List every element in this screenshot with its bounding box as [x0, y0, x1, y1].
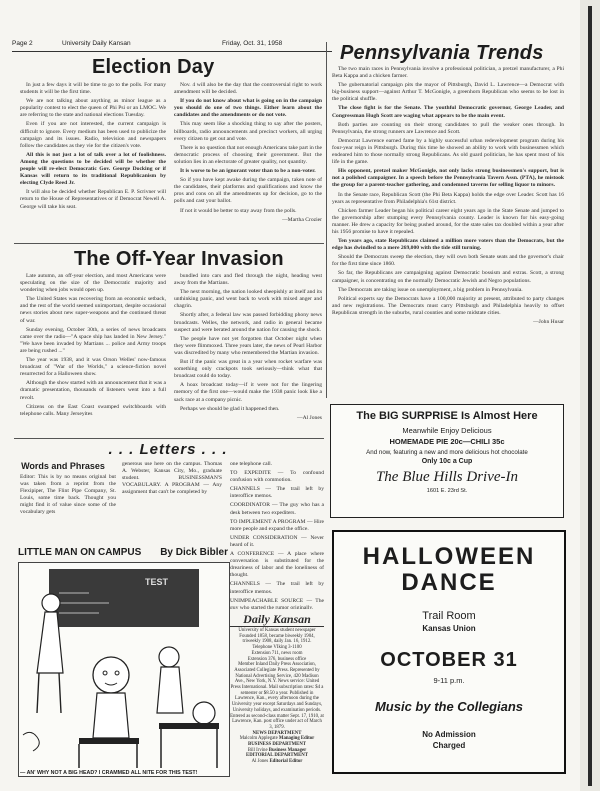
page-edge [580, 0, 600, 791]
dance-place: Kansas Union [422, 624, 476, 633]
letters-column-3 [230, 461, 324, 609]
paragraph: In just a few days it will be time to go to the polls. For many students it will be the first time. [20, 82, 166, 96]
student-body [93, 693, 129, 738]
paragraph: Although the show started with an announcement that it was a dramatic presentation, thousands of listeners went into a full revolt. [20, 380, 166, 401]
letter-text-1: Editor: This is by no means original but was taken from a reprint from the Flexipiper, The Flint Pipe Company, St. Louis, some time back. Thought you might find it of value since some of the vocabulary gets [20, 474, 116, 516]
paragraph: But if the panic was great in a year when rocket warfare was something only crackpots took seriously—think what that broadcast could do today. [174, 359, 322, 380]
paragraph: Should the Democrats sweep the election, they will own both Senate seats and the governor's chair for the first time since 1860. [332, 254, 564, 268]
vocabulary-entry: A CONFERENCE — A place where conversation is substituted for the dreariness of labor and the loneliness of thought. [230, 551, 324, 579]
professor-head [42, 594, 60, 612]
staff-row [230, 759, 324, 765]
words-phrases-title: Words and Phrases [21, 461, 105, 471]
invasion-column-2 [174, 273, 322, 433]
cartoon-illustration [19, 563, 229, 776]
paragraph: Ten years ago, state Republicans claimed a million more voters than the Democrats, but the edge has dwindled to a mere 269,000 with the tide still turning. [332, 238, 564, 252]
staff-role: Managing Editor [278, 736, 315, 742]
paragraph: Nov. 4 will also be the day that the controversial right to work amendment will be decided. [174, 82, 322, 96]
letters-heading: . . . Letters . . . [108, 441, 228, 458]
blue-hills-ad [330, 404, 564, 518]
paragraph: The Democrats are taking issue on unemployment, a big problem in Pennsylvania. [338, 286, 523, 293]
dance-charged: Charged [432, 741, 466, 750]
ad-menu-line: HOMEMADE PIE 20c—CHILI 35c [389, 437, 505, 446]
dance-title: HALLOWEEN DANCE [362, 543, 536, 596]
paragraph: The gubernatorial campaign pits the mayor of Pittsburgh, David L. Lawrence—a Democrat with big-business support—against Arthur T. McGonigle, a greenhorn Republican who seems to be lost in the political shuffle. [332, 82, 564, 103]
paragraph: It will also be decided whether Republican E. P. Scrivner will return to the House of Representatives or if Democrat Newell A. George will take his seat. [20, 189, 166, 210]
dance-music: Music by the Collegians [374, 699, 524, 714]
paragraph: The next morning, the nation looked sheepishly at itself and its unthinking panic, and went back to work with mixed anger and chagrin. [174, 289, 322, 310]
ad-subhead: Meanwhile Enjoy Delicious [402, 426, 492, 435]
cartoon-header [18, 547, 228, 561]
paragraph: Citizens on the East Coast swamped switchboards with telephone calls. Many Jerseyites [20, 403, 166, 417]
letters-column-1 [20, 474, 116, 544]
paragraph: His opponent, pretzel maker McGonigle, not only lacks strong businessmen's support, but is not a polished campaigner. In a speech before the Pennsylvania Tavern Assn. (PTA), he mistook the group for a parent-teacher gathering, and condemned taverns for selling liquor to minors. [332, 168, 564, 189]
paragraph: The close fight is for the Senate. The youthful Democratic governor, George Leader, and Congressman Hugh Scott are waging what appears to be the main event. [332, 105, 564, 119]
cartoon-drawing [18, 562, 230, 777]
masthead-line: Extension 376, business office [247, 656, 307, 662]
paragraph: All this is not just a lot of talk over a lot of foolishness. Among the questions to be decided will be whether the people will re-elect Democratic Gov. George Docking or if Kansas will return to its traditional Republicanism by electing Clyde Reed Jr. [20, 151, 166, 187]
halloween-dance-ad [332, 530, 566, 774]
binding-strip [588, 6, 592, 786]
column-divider [326, 42, 327, 398]
paragraph: Chicken farmer Leader began his political career eight years ago in the State Senate and jumped to the governorship after stumping every Pennsylvania county. Leader is known for his easy-going manner. He drew a capacity for being pushed around, for the state sales tax doubled within a year after his 1956 promise to have it repealed. [332, 207, 564, 235]
paragraph: Democrat Lawrence earned fame by a highly successful urban redevelopment program during his four-year reign in Pittsburgh. During this time he showed an ability to work with businessmen which endeared him to those normally strong Republicans. As old guard politician, he has spent most of his life in the game. [332, 137, 564, 166]
ad-business-name: The Blue Hills Drive-In [375, 469, 519, 485]
masthead-line: Extension 711, news room [251, 650, 303, 656]
chalkboard-text: TEST [145, 577, 169, 587]
paragraph: So if you have kept awake during the campaign, taken note of the candidates, their platforms and qualifications and know the pros and cons on all the amendments up for decision, go to the polls and cast your ballot. [174, 177, 322, 205]
chalkboard [49, 569, 199, 627]
staff-role: Business Manager [268, 747, 307, 753]
vocabulary-entry: CHANNELS — The trail left by interoffice memos. [230, 486, 324, 500]
vocabulary-entry: COORDINATOR — The guy who has a desk between two expediters. [230, 502, 324, 516]
paragraph: We are not talking about anything as minor league as a popularity contest to elect the queen of Phi Psi or an LMOC. We are referring to the state and national elections Tuesday. [20, 98, 166, 119]
paragraph: A hoax broadcast today—if it were not for the lingering memory of the first one—would make the 1938 panic look like a sack race at a company picnic. [174, 382, 322, 403]
paragraph: It is worse to be an ignorant voter than to be a non-voter. [180, 168, 316, 175]
author-signature: —Al Jones [296, 414, 322, 421]
author-signature: —John Husar [533, 319, 564, 325]
masthead-line: Member Inland Daily Press Association, Associated Collegiate Press. Represented by National Advertising Service, 420 Madison Ave., New York, N.Y. News service: United Press International. Mail subscription rates: $4 a semester or $8.50 a year. Published in Lawrence, Kan., every afternoon during the University year except Saturdays and Sundays, University holidays, and examination periods. Entered as second-class matter Sept. 17, 1910, at Lawrence, Kan. post office under act of March 3, 1879. [230, 662, 324, 730]
ad-headline: The BIG SURPRISE Is Almost Here [356, 410, 538, 422]
ad-feature-line: And now, featuring a new and more delicious hot chocolate [366, 449, 528, 456]
pennsylvania-column [332, 66, 564, 400]
paragraph: Sunday evening, October 30th, a series of news broadcasts came over the radio—"A space ship has landed in New Jersey." "We have been invaded by Martians ... police and Army troops are being rushed ..." [20, 326, 166, 354]
student-2-body [157, 667, 183, 713]
dance-time: 9-11 p.m. [433, 676, 465, 685]
author-signature: —Martha Crozier [282, 216, 322, 223]
cartoon-caption: — AN' WHY NOT A BIG HEAD? I CRAMMED ALL NITE FOR THIS TEST! [20, 770, 198, 776]
paragraph: bundled into cars and fled through the night, heading west away from the Martians. [174, 273, 322, 287]
invasion-column-1 [20, 273, 166, 433]
letters-rule [14, 438, 324, 439]
paragraph: Late autumn, an off-year election, and most Americans were speculating on the size of the Democratic majority and wondering when jobs would open up. [20, 273, 166, 294]
paragraph: The year was 1938, and it was Orson Welles' now-famous broadcast of "War of the Worlds," a science-fiction novel resurrected for a Halloween show. [20, 357, 166, 378]
paragraph: If you do not know about what is going on in the campaign you should do one of two things. Either learn about the candidates and the amendments or do not vote. [174, 98, 322, 119]
election-column-2 [174, 82, 322, 242]
staff-name: Al Jones [251, 759, 269, 765]
election-column-1 [20, 82, 166, 242]
masthead-line: Telephone VIking 3-1100 [252, 645, 302, 651]
paragraph: Perhaps we should be glad it happened then. [180, 405, 280, 412]
masthead-line: Founded 1858, became biweekly 1904, triweekly 1908, daily Jan. 16, 1912. [239, 633, 315, 645]
professor-legs [37, 673, 61, 713]
vocabulary-entry: UNDER CONSIDERATION — Never heard of it. [230, 534, 324, 548]
dance-venue: Trail Room [422, 610, 476, 622]
staff-name: Bill Irvine [247, 747, 268, 753]
paragraph: Both parties are counting on their strong candidates to pull the weaker ones through. In Pennsylvania, the strong runners are Lawrence and Scott. [332, 121, 564, 135]
cartoon-byline: By Dick Bibler [160, 547, 228, 558]
ad-address: 1601 E. 23rd St. [426, 488, 468, 494]
invasion-title: The Off-Year Invasion [74, 248, 284, 270]
student-3-head [193, 702, 215, 724]
paragraph: This may seem like a shocking thing to say after the posters, billboards, radio announcements and precinct workers, all urging every citizen to get out and vote. [174, 121, 322, 142]
student-2-head [159, 647, 179, 667]
pennsylvania-title: Pennsylvania Trends [340, 42, 544, 64]
letters-column-2 [122, 461, 222, 545]
vocabulary-entry: TO EXPEDITE — To confound confusion with commotion. [230, 470, 324, 484]
paragraph: Shortly after, a federal law was passed forbidding phony news broadcasts. Welles, the network, and radio in general became suspect and were berated around the nation for causing the shock. [174, 312, 322, 333]
paragraph: The people have not yet forgotten that October night when they were flimmoxed. Three years later, the news of Pearl Harbor was discredited by many who remembered the Martian invasion. [174, 335, 322, 356]
paragraph: The two main races in Pennsylvania involve a professional politician, a pretzel manufacturer, a Phi Beta Kappa and a chicken farmer. [332, 66, 564, 80]
staff-role: Editorial Editor [269, 759, 303, 765]
paragraph: In the Senate race, Republican Scott (the Phi Beta Kappa) holds the edge over Leader. Scott has 16 years as representative from Philadelphia's 61st district. [332, 191, 564, 205]
desk-2 [159, 723, 219, 729]
artist-signature [23, 732, 39, 751]
paragraph: Even if you are not interested, the current campaign is difficult to ignore. Every medium has been used to publicize the campaign and its issues. Radio, television and newspapers follow the candidates as they vie for the citizen's vote. [20, 121, 166, 149]
paragraph: Political experts say the Democrats have a 100,000 majority at present, attributed to party changes and new registrations. The Democrats must carry Pittsburgh and Philadelphia heavily to offset Republican strength in the suburbs, rural counties and some midstate cities. [332, 295, 564, 316]
section-rule [14, 243, 324, 244]
vocabulary-entry: TO IMPLEMENT A PROGRAM — Hire more people and expand the office. [230, 518, 324, 532]
vocabulary-entry: UNIMPEACHABLE SOURCE — The guy who started the rumor originally. [230, 597, 324, 609]
desk-1 [79, 738, 139, 744]
page-number: Page 2 [12, 40, 33, 47]
letter-text-2: generous use here on the campus. Thomas A. Webster, Kansas City, Mo., graduate student. BUSINESSMAN'S VOCABULARY. A PROGRAM — Any assignment that can't be completed by [122, 461, 222, 496]
masthead-box [230, 612, 324, 776]
dance-date: OCTOBER 31 [380, 649, 518, 671]
ad-price-line: Only 10c a Cup [421, 458, 473, 465]
paragraph: So far, the Republicans are campaigning against Democratic bossism and extras. Scott, a strong campaigner, is concentrating on the normally Democratic Jewish and Negro populations. [332, 270, 564, 284]
vocabulary-entry: CHANNELS — The trail left by interoffice memos. [230, 581, 324, 595]
election-title: Election Day [92, 56, 215, 78]
paper-name: University Daily Kansan [62, 40, 131, 47]
staff-role: BUSINESS DEPARTMENT [248, 742, 306, 748]
cartoon-title: LITTLE MAN ON CAMPUS [18, 547, 142, 558]
vocabulary-entry: one telephone call. [230, 461, 273, 467]
issue-date: Friday, Oct. 31, 1958 [222, 40, 283, 47]
staff-role: EDITORIAL DEPARTMENT [246, 753, 308, 759]
dance-admission: No Admission [422, 730, 476, 739]
folio-rule [12, 51, 332, 52]
staff-name: Malcolm Applegate [239, 736, 278, 742]
masthead-line: University of Kansas student newspaper [238, 628, 316, 633]
masthead-name: Daily Kansan [230, 612, 324, 627]
staff-role: NEWS DEPARTMENT [252, 730, 302, 736]
paragraph: The United States was recovering from an economic setback, and the rest of the world seemed unimportant, despite occasional news stories about new super-weapons and the continued threat of war. [20, 296, 166, 324]
paragraph: If not it would be better to stay away from the polls. [180, 207, 297, 214]
paragraph: There is no question that not enough Americans take part in the democratic process of choosing their government. But the solution lies in an electorate of greater quality, not quantity. [174, 144, 322, 165]
bighead-student-head [93, 657, 129, 693]
